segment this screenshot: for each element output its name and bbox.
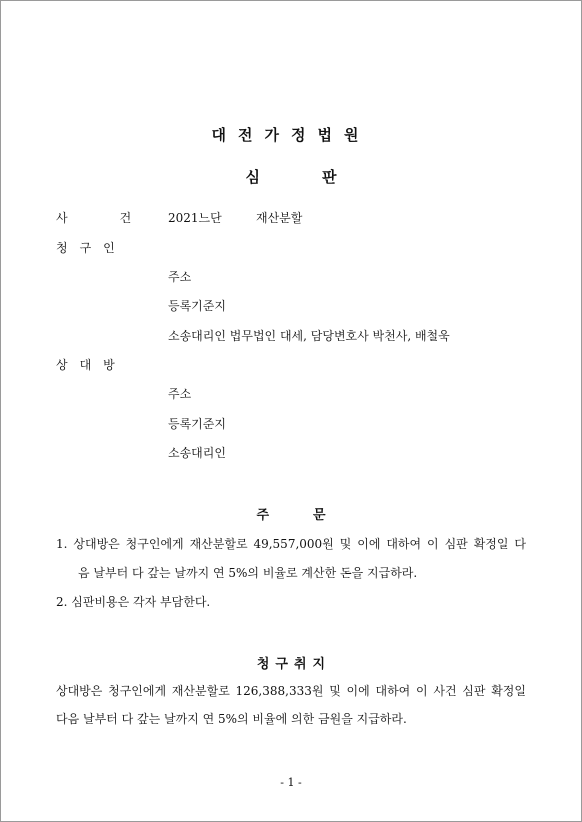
claim-heading: 청구취지	[256, 657, 332, 672]
case-type: 재산분할	[256, 211, 303, 225]
document-title: 심판	[245, 168, 399, 186]
respondent-registry-label: 등록기준지	[168, 417, 226, 431]
order-item-1-line-2: 음 날부터 다 갚는 날까지 연 5%의 비율로 계산한 돈을 지급하라.	[78, 566, 418, 580]
respondent-attorney: 소송대리인	[168, 446, 226, 460]
claim-line-1: 상대방은 청구인에게 재산분할로 126,388,333원 및 이에 대하여 이 사건 심판 확정일	[56, 684, 526, 698]
petitioner-attorney: 소송대리인 법무법인 대세, 담당변호사 박천사, 배철욱	[168, 329, 450, 343]
case-label: 사건	[56, 211, 184, 225]
petitioner-registry-label: 등록기준지	[168, 299, 226, 313]
order-item-1-line-1: 1. 상대방은 청구인에게 재산분할로 49,557,000원 및 이에 대하여 이 심판 확정일 다	[56, 537, 526, 551]
respondent-address-label: 주소	[168, 387, 192, 401]
petitioner-address-label: 주소	[168, 270, 192, 284]
claim-line-2: 다음 날부터 다 갚는 날까지 연 5%의 비율에 의한 금원을 지급하라.	[56, 712, 407, 726]
respondent-label: 상대방	[56, 358, 127, 372]
court-name: 대전가정법원	[211, 126, 371, 144]
case-number: 2021느단	[168, 211, 222, 225]
page-number: - 1 -	[280, 776, 302, 789]
petitioner-label: 청구인	[56, 241, 127, 255]
order-heading: 주문	[256, 508, 370, 523]
order-item-2: 2. 심판비용은 각자 부담한다.	[56, 595, 211, 609]
